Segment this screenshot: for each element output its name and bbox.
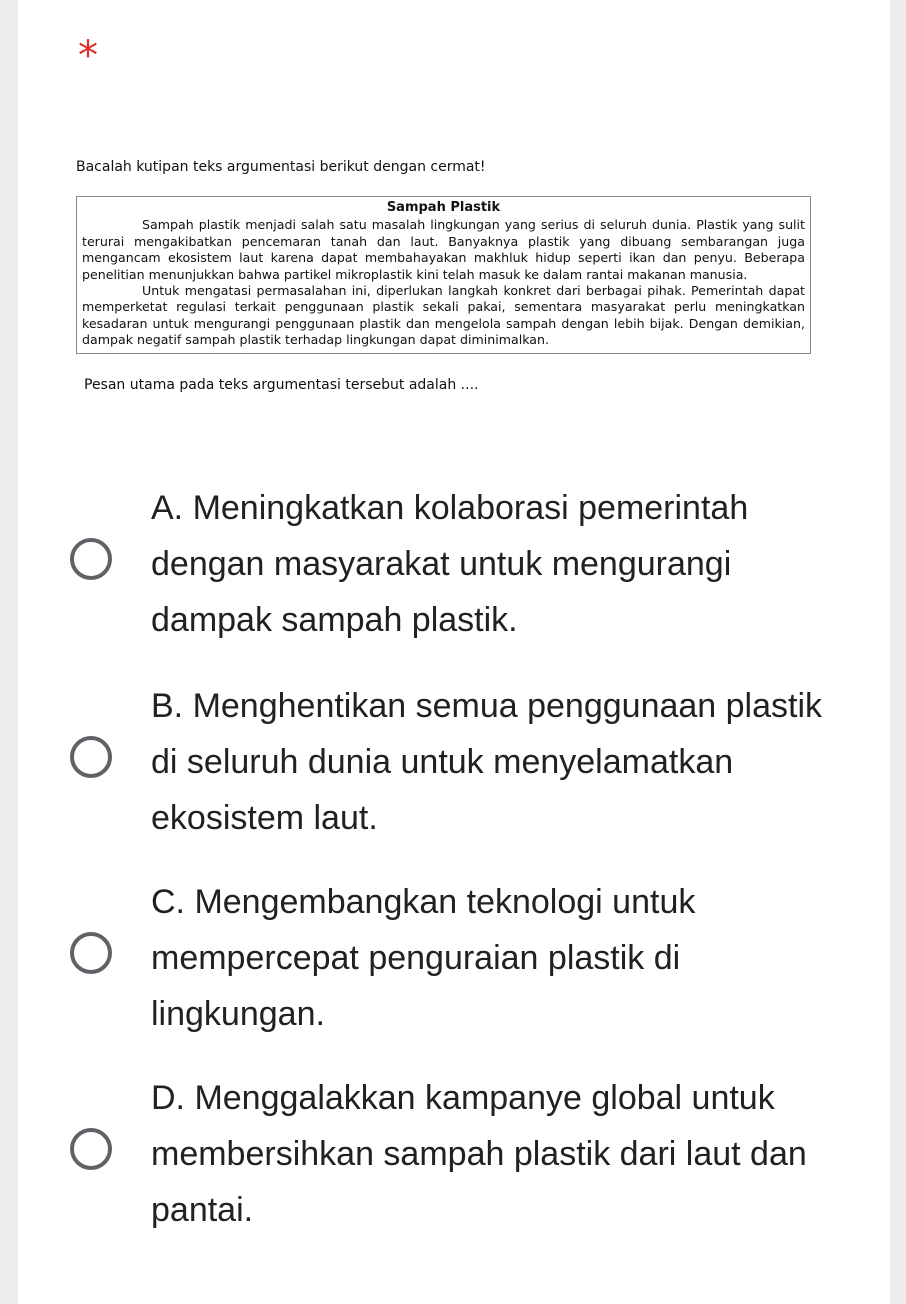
- option-c-label[interactable]: C. Mengembangkan teknologi untuk mempercepat penguraian plastik di lingkungan.: [151, 883, 696, 1033]
- required-marker: *: [78, 33, 98, 79]
- option-a[interactable]: [18, 480, 890, 650]
- option-c[interactable]: [18, 874, 890, 1044]
- radio-button-c[interactable]: [70, 932, 112, 974]
- article-title: Sampah Plastik: [386, 200, 501, 215]
- question-prompt: Pesan utama pada teks argumentasi tersebut adalah ....: [84, 376, 479, 393]
- radio-button-b[interactable]: [70, 736, 112, 778]
- option-b-label[interactable]: B. Menghentikan semua penggunaan plastik di seluruh dunia untuk menyelamatkan ekosistem laut.: [151, 687, 823, 837]
- option-a-label[interactable]: A. Meningkatkan kolaborasi pemerintah dengan masyarakat untuk mengurangi dampak sampah plastik.: [151, 489, 749, 639]
- radio-button-d[interactable]: [70, 1128, 112, 1170]
- option-b[interactable]: [18, 678, 890, 848]
- article-paragraph: Untuk mengatasi permasalahan ini, diperlukan langkah konkret dari berbagai pihak. Pemerintah dapat memperketat regulasi terkait penggunaan plastik sekali pakai, sementara masyarakat perlu meningkatkan kesadaran untuk mengurangi penggunaan plastik dan mengelola sampah dengan lebih bijak. Dengan demikian, dampak negatif sampah plastik terhadap lingkungan dapat diminimalkan.: [82, 283, 805, 348]
- question-image: [76, 158, 836, 394]
- option-d[interactable]: [18, 1070, 890, 1240]
- form-card: [18, 0, 890, 1304]
- radio-button-a[interactable]: [70, 538, 112, 580]
- article-box: [76, 196, 811, 354]
- option-d-label[interactable]: D. Menggalakkan kampanye global untuk membersihkan sampah plastik dari laut dan pantai.: [151, 1079, 807, 1229]
- article-paragraph: Sampah plastik menjadi salah satu masalah lingkungan yang serius di seluruh dunia. Plastik yang sulit terurai mengakibatkan pencemaran tanah dan laut. Banyaknya plastik yang dibuang sembarangan juga mengancam ekosistem laut karena dapat membahayakan makhluk hidup seperti ikan dan penyu. Beberapa penelitian menunjukkan bahwa partikel mikroplastik kini telah masuk ke dalam rantai makanan manusia.: [82, 217, 805, 282]
- instruction-text: Bacalah kutipan teks argumentasi berikut dengan cermat!: [76, 159, 486, 175]
